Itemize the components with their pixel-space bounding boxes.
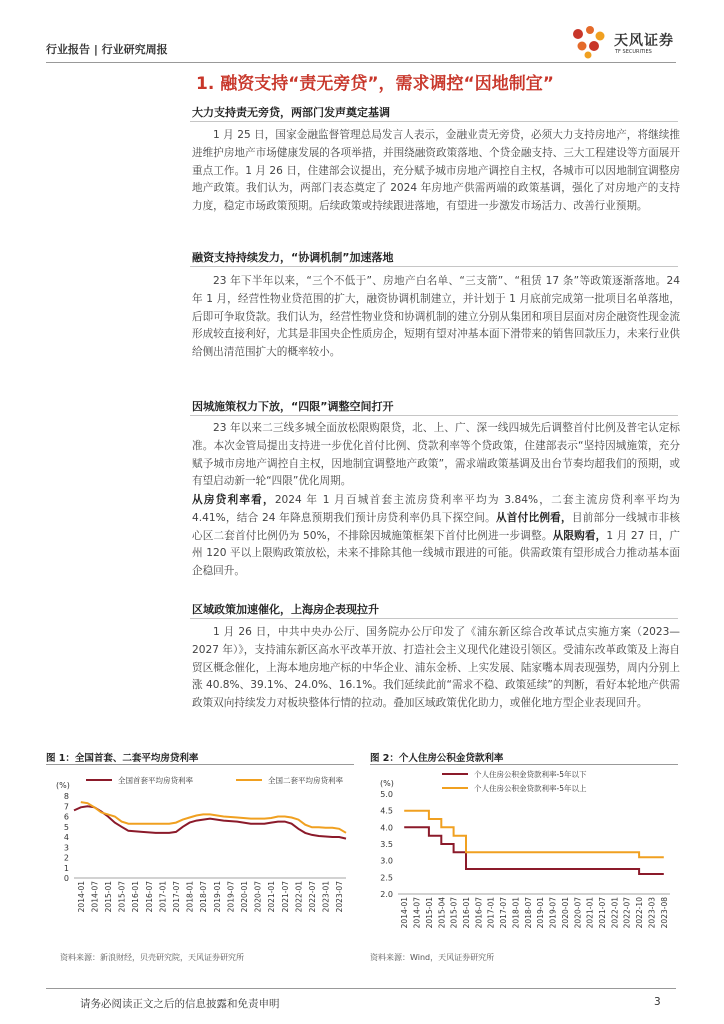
- legend-label: 全国首套平均房贷利率: [118, 776, 193, 785]
- subheading-4: 区域政策加速催化，上海房企表现拉升: [192, 603, 379, 616]
- subheading-rule-3: [190, 415, 678, 416]
- page-number: 3: [654, 996, 661, 1008]
- figure-2-title: 图 2：个人住房公积金贷款利率: [370, 753, 504, 764]
- y-tick-label: 5.0: [380, 790, 393, 799]
- x-tick-label: 2014-07: [90, 881, 100, 913]
- x-tick-label: 2017-01: [486, 897, 496, 929]
- footer-divider: [46, 988, 676, 989]
- series-line: [81, 802, 346, 833]
- x-tick-label: 2016-07: [144, 881, 154, 913]
- header-breadcrumb: 行业报告 | 行业研究周报: [46, 43, 168, 56]
- x-tick-label: 2015-01: [424, 897, 434, 929]
- y-tick-label: 3: [63, 843, 69, 853]
- subheading-rule-1: [190, 121, 678, 122]
- paragraph-3: 23 年以来二三线多城全面放松限购限贷，北、上、广、深一线四城先后调整首付比例及普宅认定标准。本次金管局提出支持进一步优化首付比例、贷款利率等个贷政策，住建部表示“坚持因城施策，充分赋予城市房地产调控自主权，因地制宜调整地产政策”，需求端政策基调及出台节奏均超我们的预期，或有望启动新一轮“四限”优化周期。: [192, 422, 680, 488]
- x-tick-label: 2020-01: [240, 881, 249, 913]
- x-tick-label: 2017-07: [499, 897, 509, 929]
- y-tick-label: 2: [63, 853, 69, 863]
- x-tick-label: 2021-01: [267, 881, 277, 913]
- legend-label: 个人住房公积金贷款利率-5年以上: [474, 784, 587, 793]
- y-tick-label: 4.5: [380, 806, 393, 816]
- paragraph-3b: [192, 492, 680, 581]
- header-divider: [46, 62, 676, 63]
- subheading-rule-4: [190, 618, 678, 619]
- y-tick-label: 3.5: [380, 840, 393, 849]
- subheading-2: 融资支持持续发力，“协调机制”加速落地: [192, 251, 394, 264]
- x-tick-label: 2020-07: [253, 881, 263, 913]
- x-tick-label: 2023-07: [335, 881, 345, 913]
- brand-name-en: TF SECURITIES: [615, 49, 652, 55]
- x-tick-label: 2015-07: [449, 897, 459, 929]
- x-tick-label: 2022-07: [622, 897, 632, 929]
- x-tick-label: 2018-07: [199, 881, 209, 913]
- x-tick-label: 2017-07: [172, 881, 181, 913]
- x-tick-label: 2023-03: [647, 897, 657, 929]
- y-tick-label: 0: [63, 874, 69, 883]
- paragraph-1: 1 月 25 日，国家金融监督管理总局发言人表示，金融业责无旁贷，必须大力支持房地产，将继续推进维护房地产市场健康发展的各项举措，并围绕融资政策落地、个贷金融支持、三大工程建设等方面展开重点工作。1 月 26 日，住建部会议提出，充分赋予城市房地产调控自主权，各城市可以因地制宜调整房地产政策。我们认为，两部门表态奠定了 2024 年房地产供需两端的政策基调，强化了对房地产的支持力度，稳定市场政策预期。后续政策或持续跟进落地，有望进一步激发市场活力、改善行业预期。: [192, 129, 680, 213]
- figure-1-source: 资料来源：新浪财经，贝壳研究院，天风证券研究所: [60, 953, 244, 962]
- x-tick-label: 2018-07: [523, 897, 533, 929]
- x-tick-label: 2018-01: [185, 881, 195, 913]
- bold-lead-downpayment: 从首付比例看，: [495, 511, 572, 524]
- x-tick-label: 2021-07: [280, 881, 290, 913]
- legend-label: 个人住房公积金贷款利率-5年以下: [474, 770, 587, 779]
- y-unit-label: (%): [380, 779, 394, 788]
- y-tick-label: 3.0: [380, 856, 393, 866]
- x-tick-label: 2016-07: [474, 897, 484, 929]
- figure-2-source: 资料来源：Wind，天风证券研究所: [370, 953, 495, 962]
- figure-2-rule: [370, 764, 678, 765]
- x-tick-label: 2019-01: [212, 881, 222, 913]
- series-line: [404, 827, 664, 874]
- x-tick-label: 2020-07: [573, 897, 583, 929]
- x-tick-label: 2019-07: [548, 897, 558, 929]
- y-unit-label: (%): [56, 781, 70, 790]
- x-tick-label: 2015-04: [437, 897, 447, 929]
- x-tick-label: 2021-01: [585, 897, 595, 929]
- x-tick-label: 2023-08: [659, 897, 669, 929]
- x-tick-label: 2018-01: [511, 897, 521, 929]
- x-tick-label: 2016-01: [131, 881, 141, 913]
- y-tick-label: 4.0: [380, 823, 393, 833]
- y-tick-label: 1: [63, 863, 69, 873]
- paragraph-2: 23 年下半年以来，“三个不低于”、房地产白名单、“三支箭”、“租赁 17 条”等政策逐渐落地。24 年 1 月，经营性物业贷范围的扩大，融资协调机制建立，并计划于 1 月底前完成第一批项目名单落地，后即可争取贷款。我们认为，经营性物业贷和协调机制的建立分别从集团和项目层面对房企融资性现金流形成较直接利好，尤其是非国央企性质房企，短期有望对冲基本面下滑带来的销售回款压力，未来行业供给侧出清范围扩大的概率较小。: [192, 275, 680, 359]
- text-purchase-limit: 1 月 27 日，广州 120 平以上限购政策放松，未来不排除其他一线城市跟进的可能。供需政策有望形成合力推动基本面企稳回升。: [192, 529, 680, 578]
- brand-name: 天风证券: [614, 33, 674, 49]
- subheading-rule-2: [190, 266, 678, 267]
- subheading-1: 大力支持责无旁贷，两部门发声奠定基调: [192, 106, 390, 119]
- figure-1-rule: [46, 764, 354, 765]
- y-tick-label: 7: [63, 802, 69, 812]
- section-title: 1. 融资支持“责无旁贷”，需求调控“因地制宜”: [196, 74, 554, 94]
- x-tick-label: 2015-01: [104, 881, 113, 913]
- x-tick-label: 2019-07: [226, 881, 236, 913]
- bold-lead-rate: 从房贷利率看，: [192, 494, 275, 506]
- y-tick-label: 2.5: [380, 873, 393, 883]
- legend-label: 全国二套平均房贷利率: [268, 776, 343, 785]
- x-tick-label: 2015-07: [117, 881, 127, 913]
- x-tick-label: 2014-01: [76, 881, 86, 913]
- paragraph-4: 1 月 26 日，中共中央办公厅、国务院办公厅印发了《浦东新区综合改革试点实施方案（2023—2027 年）》，支持浦东新区高水平改革开放、打造社会主义现代化建设引领区。受浦东改革政策及上海自贸区概念催化，上海本地房地产标的中华企业、浦东金桥、上实发展、陆家嘴本周表现强势，周内分别上涨 40.8%、39.1%、24.0%、16.1%。我们延续此前“需求不稳、政策延续”的判断，看好本轮地产供需政策双向持续发力对板块整体行情的拉动。叠加区域政策优化助力，或催化地方型企业表现回升。: [192, 626, 680, 710]
- x-tick-label: 2014-07: [412, 897, 422, 929]
- x-tick-label: 2016-01: [462, 897, 471, 929]
- x-tick-label: 2021-07: [598, 897, 607, 929]
- figure-1-title: 图 1：全国首套、二套平均房贷利率: [46, 753, 199, 764]
- x-tick-label: 2019-01: [536, 897, 546, 929]
- x-tick-label: 2023-01: [321, 881, 331, 913]
- chart-2: [370, 766, 680, 948]
- y-tick-label: 6: [63, 812, 69, 822]
- series-line: [404, 811, 664, 858]
- y-tick-label: 5: [63, 822, 69, 832]
- y-tick-label: 2.0: [380, 890, 393, 899]
- x-tick-label: 2017-01: [158, 881, 168, 913]
- bold-lead-purchase-limit: 从限购看，: [552, 529, 607, 542]
- x-tick-label: 2022-10: [635, 897, 645, 929]
- y-tick-label: 8: [63, 792, 69, 801]
- text-rate: 2024 年 1 月百城首套主流房贷利率平均为 3.84%，二套主流房贷利率平均为 4.41%，结合 24 年降息预期我们预计房贷利率仍具下探空间。: [192, 494, 680, 524]
- subheading-3: 因城施策权力下放，“四限”调整空间打开: [192, 400, 394, 413]
- x-tick-label: 2014-01: [400, 897, 410, 929]
- x-tick-label: 2022-01: [610, 897, 620, 929]
- chart-1: [46, 766, 356, 948]
- x-tick-label: 2022-01: [294, 881, 304, 913]
- footer-disclaimer: 请务必阅读正文之后的信息披露和免责申明: [80, 998, 280, 1010]
- logo-mark-icon: [568, 24, 612, 60]
- x-tick-label: 2022-07: [308, 881, 317, 913]
- text-downpayment: 目前部分一线城市非核心区二套首付比例仍为 50%，不排除因城施策框架下首付比例进一步调整。: [192, 511, 681, 542]
- y-tick-label: 4: [63, 833, 69, 842]
- series-line: [74, 806, 346, 838]
- x-tick-label: 2020-01: [560, 897, 570, 929]
